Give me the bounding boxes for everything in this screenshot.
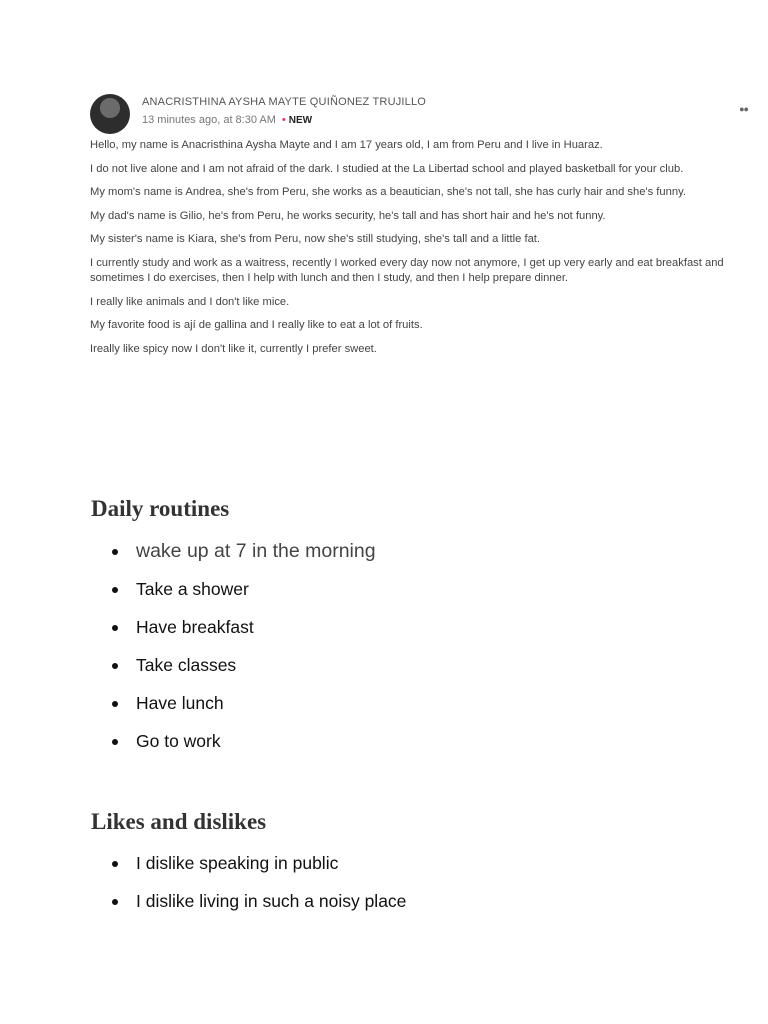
likes-dislikes-list [112,853,406,929]
post-body [90,138,750,365]
new-badge: NEW [288,115,313,126]
list-item: Have breakfast [112,617,376,655]
list-item: Go to work [112,731,376,769]
post-paragraph: I really like animals and I don't like mice. [90,295,290,308]
list-item: Have lunch [112,693,376,731]
daily-routines-list [112,541,376,769]
ellipsis-icon[interactable]: ●● [739,104,748,114]
post-meta [142,114,312,126]
post-paragraph: My favorite food is ají de gallina and I really like to eat a lot of fruits. [90,319,423,331]
new-dot-icon: • [281,114,286,126]
list-item: I dislike living in such a noisy place [112,891,406,929]
timestamp: 13 minutes ago, at 8:30 AM [142,114,276,126]
list-item: wake up at 7 in the morning [112,541,376,579]
post-paragraph: My mom's name is Andrea, she's from Peru, she works as a beautician, she's not tall, she has curly hair and she's funny. [90,186,686,198]
post-paragraph: I currently study and work as a waitress, recently I worked every day now not anymore, I get up very early and eat breakfast and sometimes I do exercises, then I help with lunch and then I study, and then I help prepare dinner. [90,256,724,284]
avatar[interactable] [90,94,130,134]
list-item: Take a shower [112,579,376,617]
post-paragraph: I do not live alone and I am not afraid of the dark. I studied at the La Libertad school and played basketball for your club. [90,162,684,175]
likes-dislikes-heading: Likes and dislikes [91,809,267,834]
author-name[interactable]: ANACRISTHINA AYSHA MAYTE QUIÑONEZ TRUJILLO [142,96,427,108]
post-paragraph: My sister's name is Kiara, she's from Peru, now she's still studying, she's tall and a little fat. [90,233,541,245]
list-item: I dislike speaking in public [112,853,406,891]
list-item: Take classes [112,655,376,693]
post-paragraph: Hello, my name is Anacristhina Aysha Mayte and I am 17 years old, I am from Peru and I live in Huaraz. [90,139,603,151]
post-paragraph: Ireally like spicy now I don't like it, currently I prefer sweet. [90,342,377,355]
post-paragraph: My dad's name is Gilio, he's from Peru, he works security, he's tall and has short hair and he's not funny. [90,209,606,222]
daily-routines-heading: Daily routines [91,496,230,521]
